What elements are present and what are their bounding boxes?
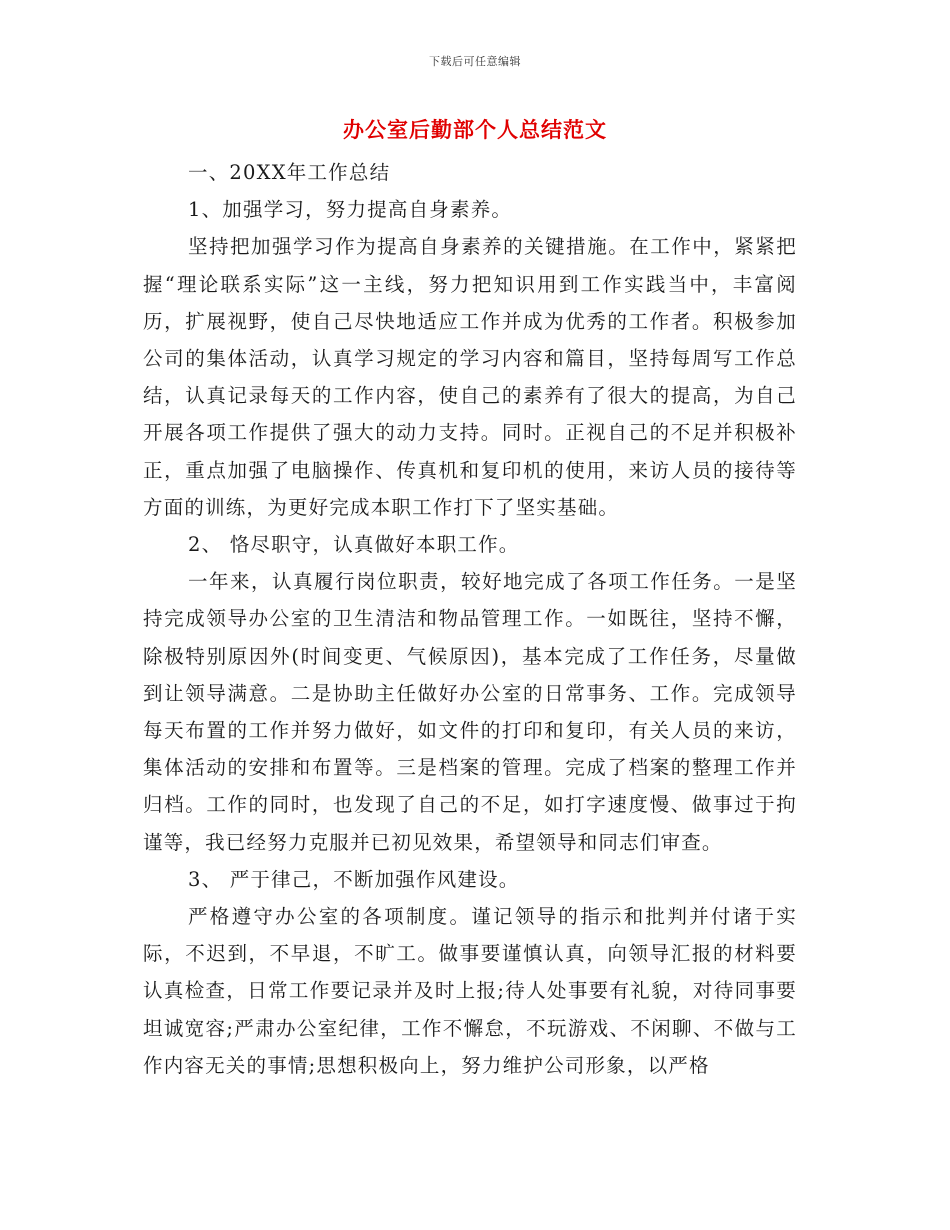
subheading-study: 1、加强学习，努力提高自身素养。 (188, 198, 513, 222)
subheading-duty: 2、 恪尽职守，认真做好本职工作。 (188, 533, 520, 557)
subheading-discipline: 3、 严于律己，不断加强作风建设。 (188, 867, 520, 891)
header-note: 下载后可任意编辑 (429, 55, 521, 68)
document-title: 办公室后勤部个人总结范文 (343, 118, 607, 142)
section-heading-2020-summary: 一、20XX年工作总结 (188, 161, 391, 184)
paragraph-study: 坚持把加强学习作为提高自身素养的关键措施。在工作中，紧紧把握“理论联系实际”这一主线，努力把知识用到工作实践当中，丰富阅历，扩展视野，使自己尽快地适应工作并成为优秀的工作者。积极参加公司的集体活动，认真学习规定的学习内容和篇目，坚持每周写工作总结，认真记录每天的工作内容，使自己的素养有了很大的提高，为自己开展各项工作提供了强大的动力支持。同时。正视自己的不足并积极补正，重点加强了电脑操作、传真机和复印机的使用，来访人员的接待等方面的训练，为更好完成本职工作打下了坚实基础。 (143, 235, 797, 519)
document-body (143, 154, 797, 1084)
paragraph-duty: 一年来，认真履行岗位职责，较好地完成了各项工作任务。一是坚持完成领导办公室的卫生清洁和物品管理工作。一如既往，坚持不懈，除极特别原因外(时间变更、气候原因)，基本完成了工作任务，尽量做到让领导满意。二是协助主任做好办公室的日常事务、工作。完成领导每天布置的工作并努力做好，如文件的打印和复印，有关人员的来访，集体活动的安排和布置等。三是档案的管理。完成了档案的整理工作并归档。工作的同时，也发现了自己的不足，如打字速度慢、做事过于拘谨等，我已经努力克服并已初见效果，希望领导和同志们审查。 (143, 570, 797, 854)
paragraph-discipline: 严格遵守办公室的各项制度。谨记领导的指示和批判并付诸于实际，不迟到，不早退，不旷工。做事要谨慎认真，向领导汇报的材料要认真检查，日常工作要记录并及时上报;待人处事要有礼貌，对待同事要坦诚宽容;严肃办公室纪律，工作不懈怠，不玩游戏、不闲聊、不做与工作内容无关的事情;思想积极向上，努力维护公司形象，以严格 (143, 905, 797, 1077)
